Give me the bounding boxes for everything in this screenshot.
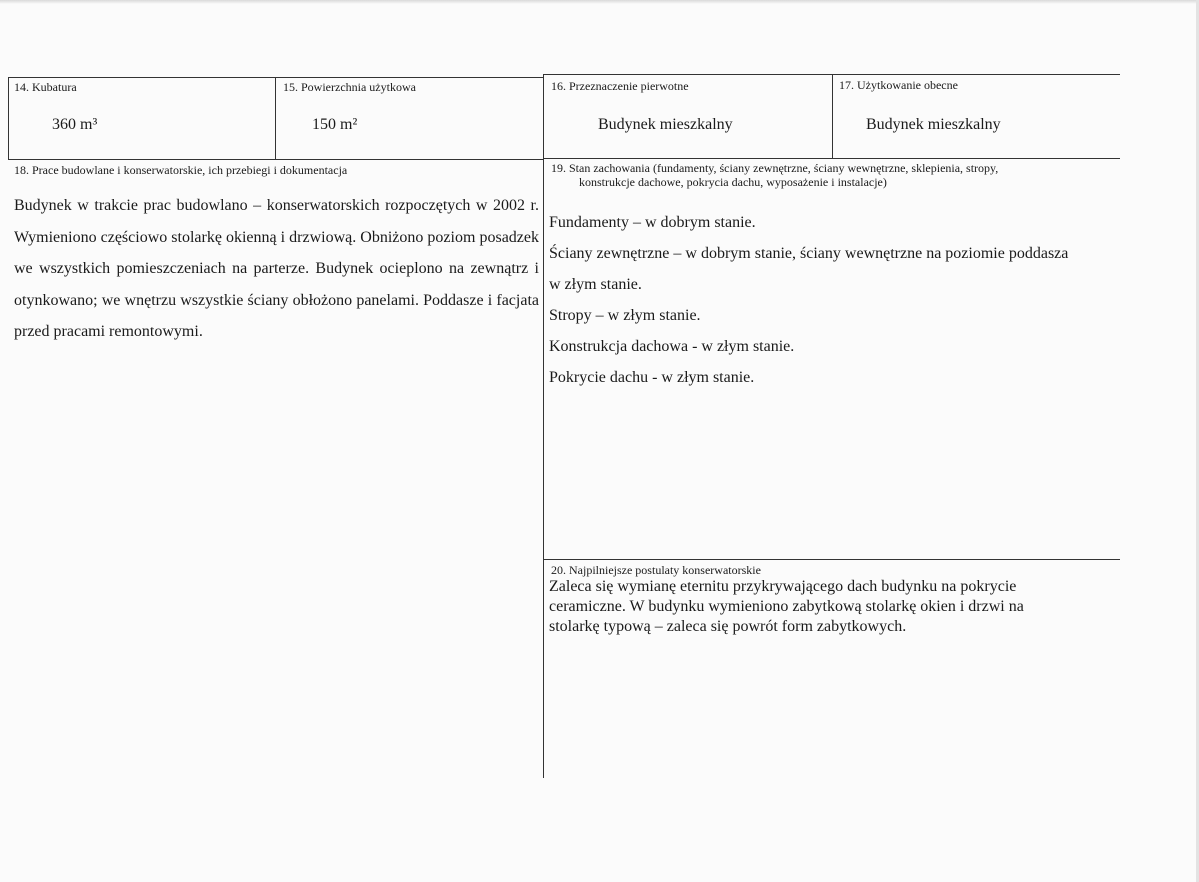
row-divider xyxy=(8,159,543,160)
prace-label: 18. Prace budowlane i konserwatorskie, ich przebiegi i dokumentacja xyxy=(14,163,348,177)
stan-line: Konstrukcja dachowa - w złym stanie. xyxy=(549,338,795,355)
cell-divider-14-15 xyxy=(275,77,276,159)
stan-line: Fundamenty – w dobrym stanie. xyxy=(549,214,756,231)
postulaty-label: 20. Najpilniejsze postulaty konserwatorskie xyxy=(551,563,761,577)
prace-text: Budynek w trakcie prac budowlano – konserwatorskich rozpoczętych w 2002 r. Wymieniono częściowo stolarkę okienną i drzwiową. Obniżono poziom posadzek we wszystkich pomieszczeniach na parterze. Budynek ocieplono na zewnątrz i otynkowano; we wnętrzu wszystkie ściany obłożono panelami. Poddasze i facjata przed pracami remontowymi. xyxy=(14,197,539,340)
section-20-divider xyxy=(543,559,1120,560)
przeznaczenie-value: Budynek mieszkalny xyxy=(598,116,733,133)
postulaty-line: stolarkę typową – zaleca się powrót form zabytkowych. xyxy=(549,618,907,635)
stan-line: w złym stanie. xyxy=(549,276,642,293)
przeznaczenie-label: 16. Przeznaczenie pierwotne xyxy=(551,79,689,93)
stan-line: Ściany zewnętrzne – w dobrym stanie, ściany wewnętrzne na poziomie poddasza xyxy=(549,245,1069,262)
kubatura-label: 14. Kubatura xyxy=(14,80,77,94)
powierzchnia-label: 15. Powierzchnia użytkowa xyxy=(283,80,416,94)
stan-line: Stropy – w złym stanie. xyxy=(549,307,701,324)
cell-divider-16-17 xyxy=(832,74,833,158)
table-left-border xyxy=(8,77,9,159)
postulaty-line: Zaleca się wymianę eternitu przykrywającego dach budynku na pokrycie xyxy=(549,578,1017,595)
scan-top-edge xyxy=(0,0,1199,4)
stan-label-line2: konstrukcje dachowe, pokrycia dachu, wyposażenie i instalacje) xyxy=(579,175,887,189)
uzytkowanie-label: 17. Użytkowanie obecne xyxy=(839,78,958,92)
postulaty-line: ceramiczne. W budynku wymieniono zabytkową stolarkę okien i drzwi na xyxy=(549,598,1024,615)
stan-label xyxy=(551,161,1096,189)
stan-line: Pokrycie dachu - w złym stanie. xyxy=(549,369,755,386)
postulaty-text xyxy=(549,577,1024,637)
row-divider-right xyxy=(543,158,1120,159)
stan-label-line1: 19. Stan zachowania (fundamenty, ściany zewnętrzne, ściany wewnętrzne, sklepienia, stropy, xyxy=(551,161,999,175)
powierzchnia-value: 150 m² xyxy=(312,116,358,133)
stan-list xyxy=(549,207,1068,393)
uzytkowanie-value: Budynek mieszkalny xyxy=(866,116,1001,133)
kubatura-value: 360 m³ xyxy=(52,116,98,133)
cell-divider-15-16 xyxy=(543,75,544,778)
